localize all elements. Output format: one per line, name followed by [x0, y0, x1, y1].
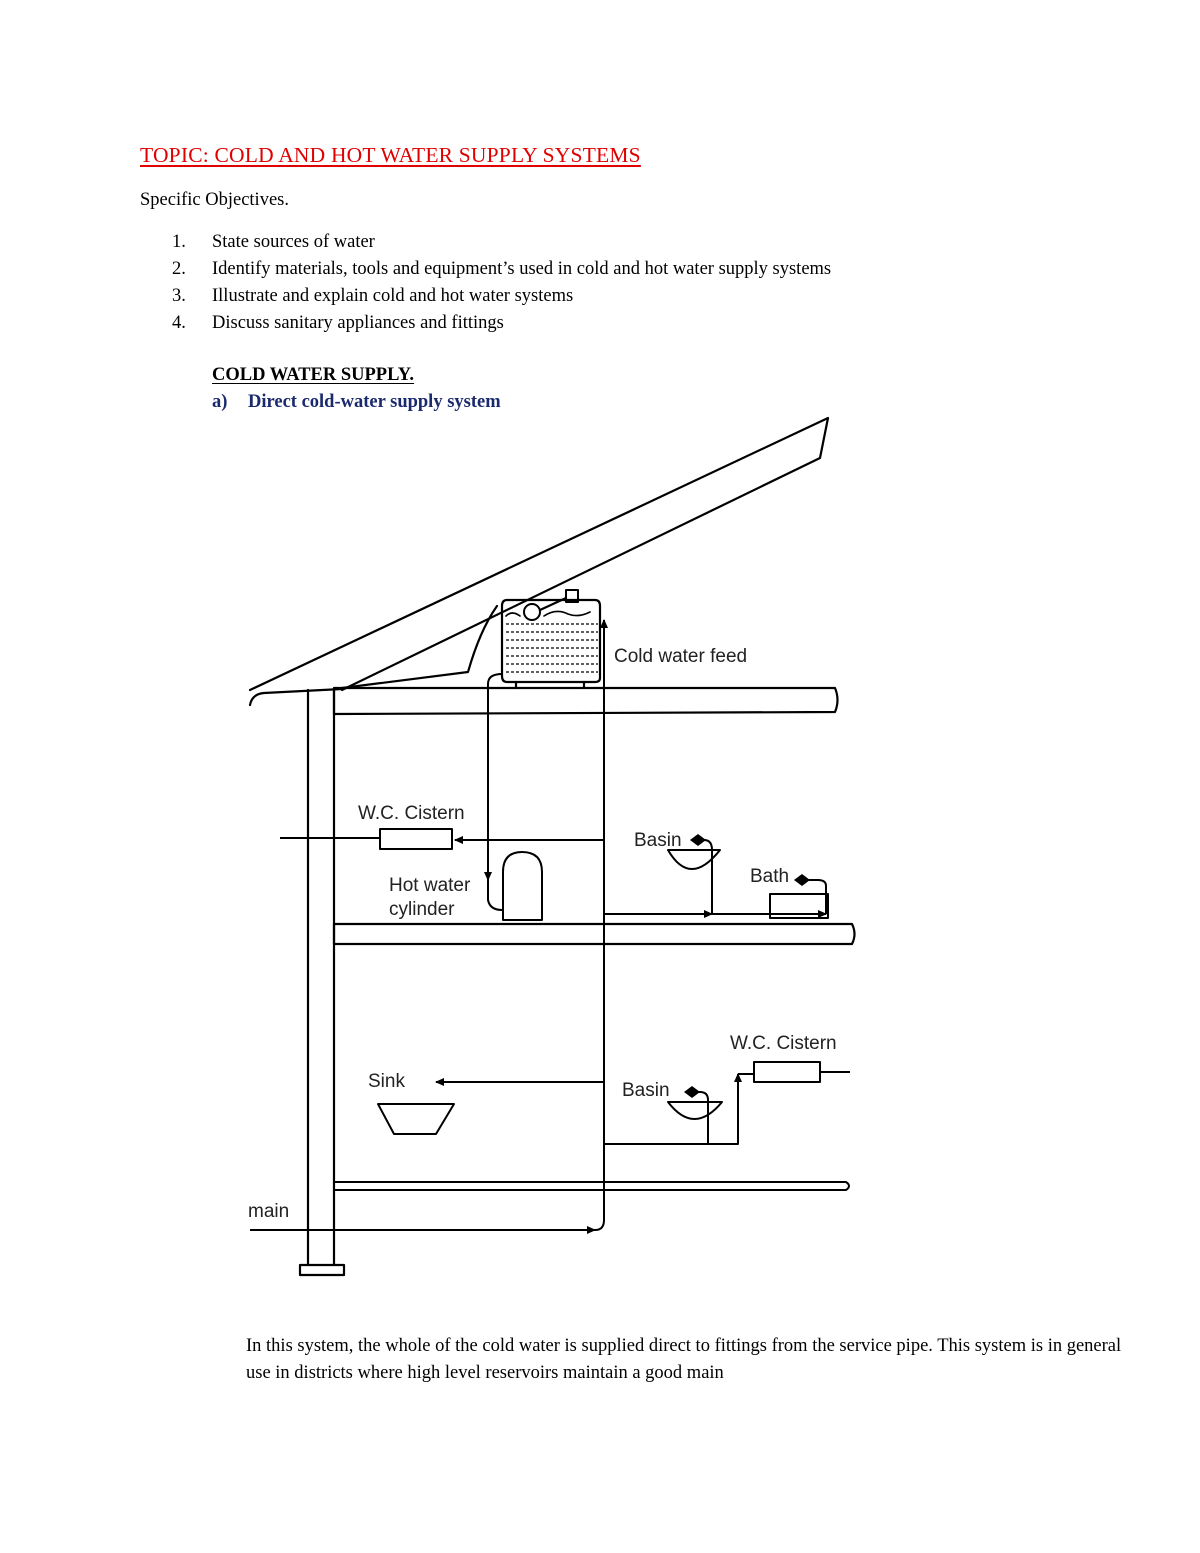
- list-item-number: 2.: [172, 259, 186, 279]
- list-item-text: Illustrate and explain cold and hot water systems: [212, 286, 574, 306]
- list-item-number: 3.: [172, 286, 186, 306]
- objectives-label: Specific Objectives.: [140, 190, 289, 210]
- subheading-text: Direct cold-water supply system: [248, 392, 501, 412]
- hot-water-cylinder: [503, 852, 542, 920]
- body-paragraph: In this system, the whole of the cold water is supplied direct to fittings from the service pipe. This system is in general use in districts where high level reservoirs maintain a good main: [246, 1336, 1122, 1383]
- ball-valve: [524, 604, 540, 620]
- wc-cistern-upper: [380, 829, 452, 849]
- upper-floor-slab: [334, 688, 838, 714]
- label-wc-cistern-lower: W.C. Cistern: [730, 1033, 837, 1054]
- label-sink: Sink: [368, 1071, 405, 1092]
- list-item-number: 4.: [172, 313, 186, 333]
- cold-feed-pipe: [488, 674, 502, 880]
- eaves: [250, 689, 342, 705]
- section-heading: COLD WATER SUPPLY.: [212, 365, 415, 385]
- list-item-text: State sources of water: [212, 232, 375, 252]
- label-main: main: [248, 1201, 290, 1222]
- label-basin-lower: Basin: [622, 1080, 670, 1101]
- label-cold-water-feed: Cold water feed: [614, 646, 748, 667]
- ground-floor-slab: [334, 1182, 849, 1190]
- label-hot-water-cylinder-1: Hot water: [389, 875, 471, 896]
- label-bath: Bath: [750, 866, 790, 887]
- label-hot-water-cylinder-2: cylinder: [389, 899, 455, 920]
- first-floor-slab: [334, 924, 855, 944]
- list-item-number: 1.: [172, 232, 186, 252]
- external-wall: [300, 690, 344, 1275]
- list-item-text: Identify materials, tools and equipment’s used in cold and hot water supply systems: [212, 259, 832, 279]
- label-wc-cistern-upper: W.C. Cistern: [358, 803, 465, 824]
- subheading-letter: a): [212, 392, 228, 412]
- list-item-text: Discuss sanitary appliances and fittings: [212, 313, 504, 333]
- basin-lower: [668, 1102, 722, 1119]
- sink: [378, 1104, 454, 1134]
- roof-underside: [342, 606, 497, 688]
- label-basin-upper: Basin: [634, 830, 682, 851]
- page-title: TOPIC: COLD AND HOT WATER SUPPLY SYSTEMS: [140, 143, 641, 167]
- wc-cistern-lower: [754, 1062, 820, 1082]
